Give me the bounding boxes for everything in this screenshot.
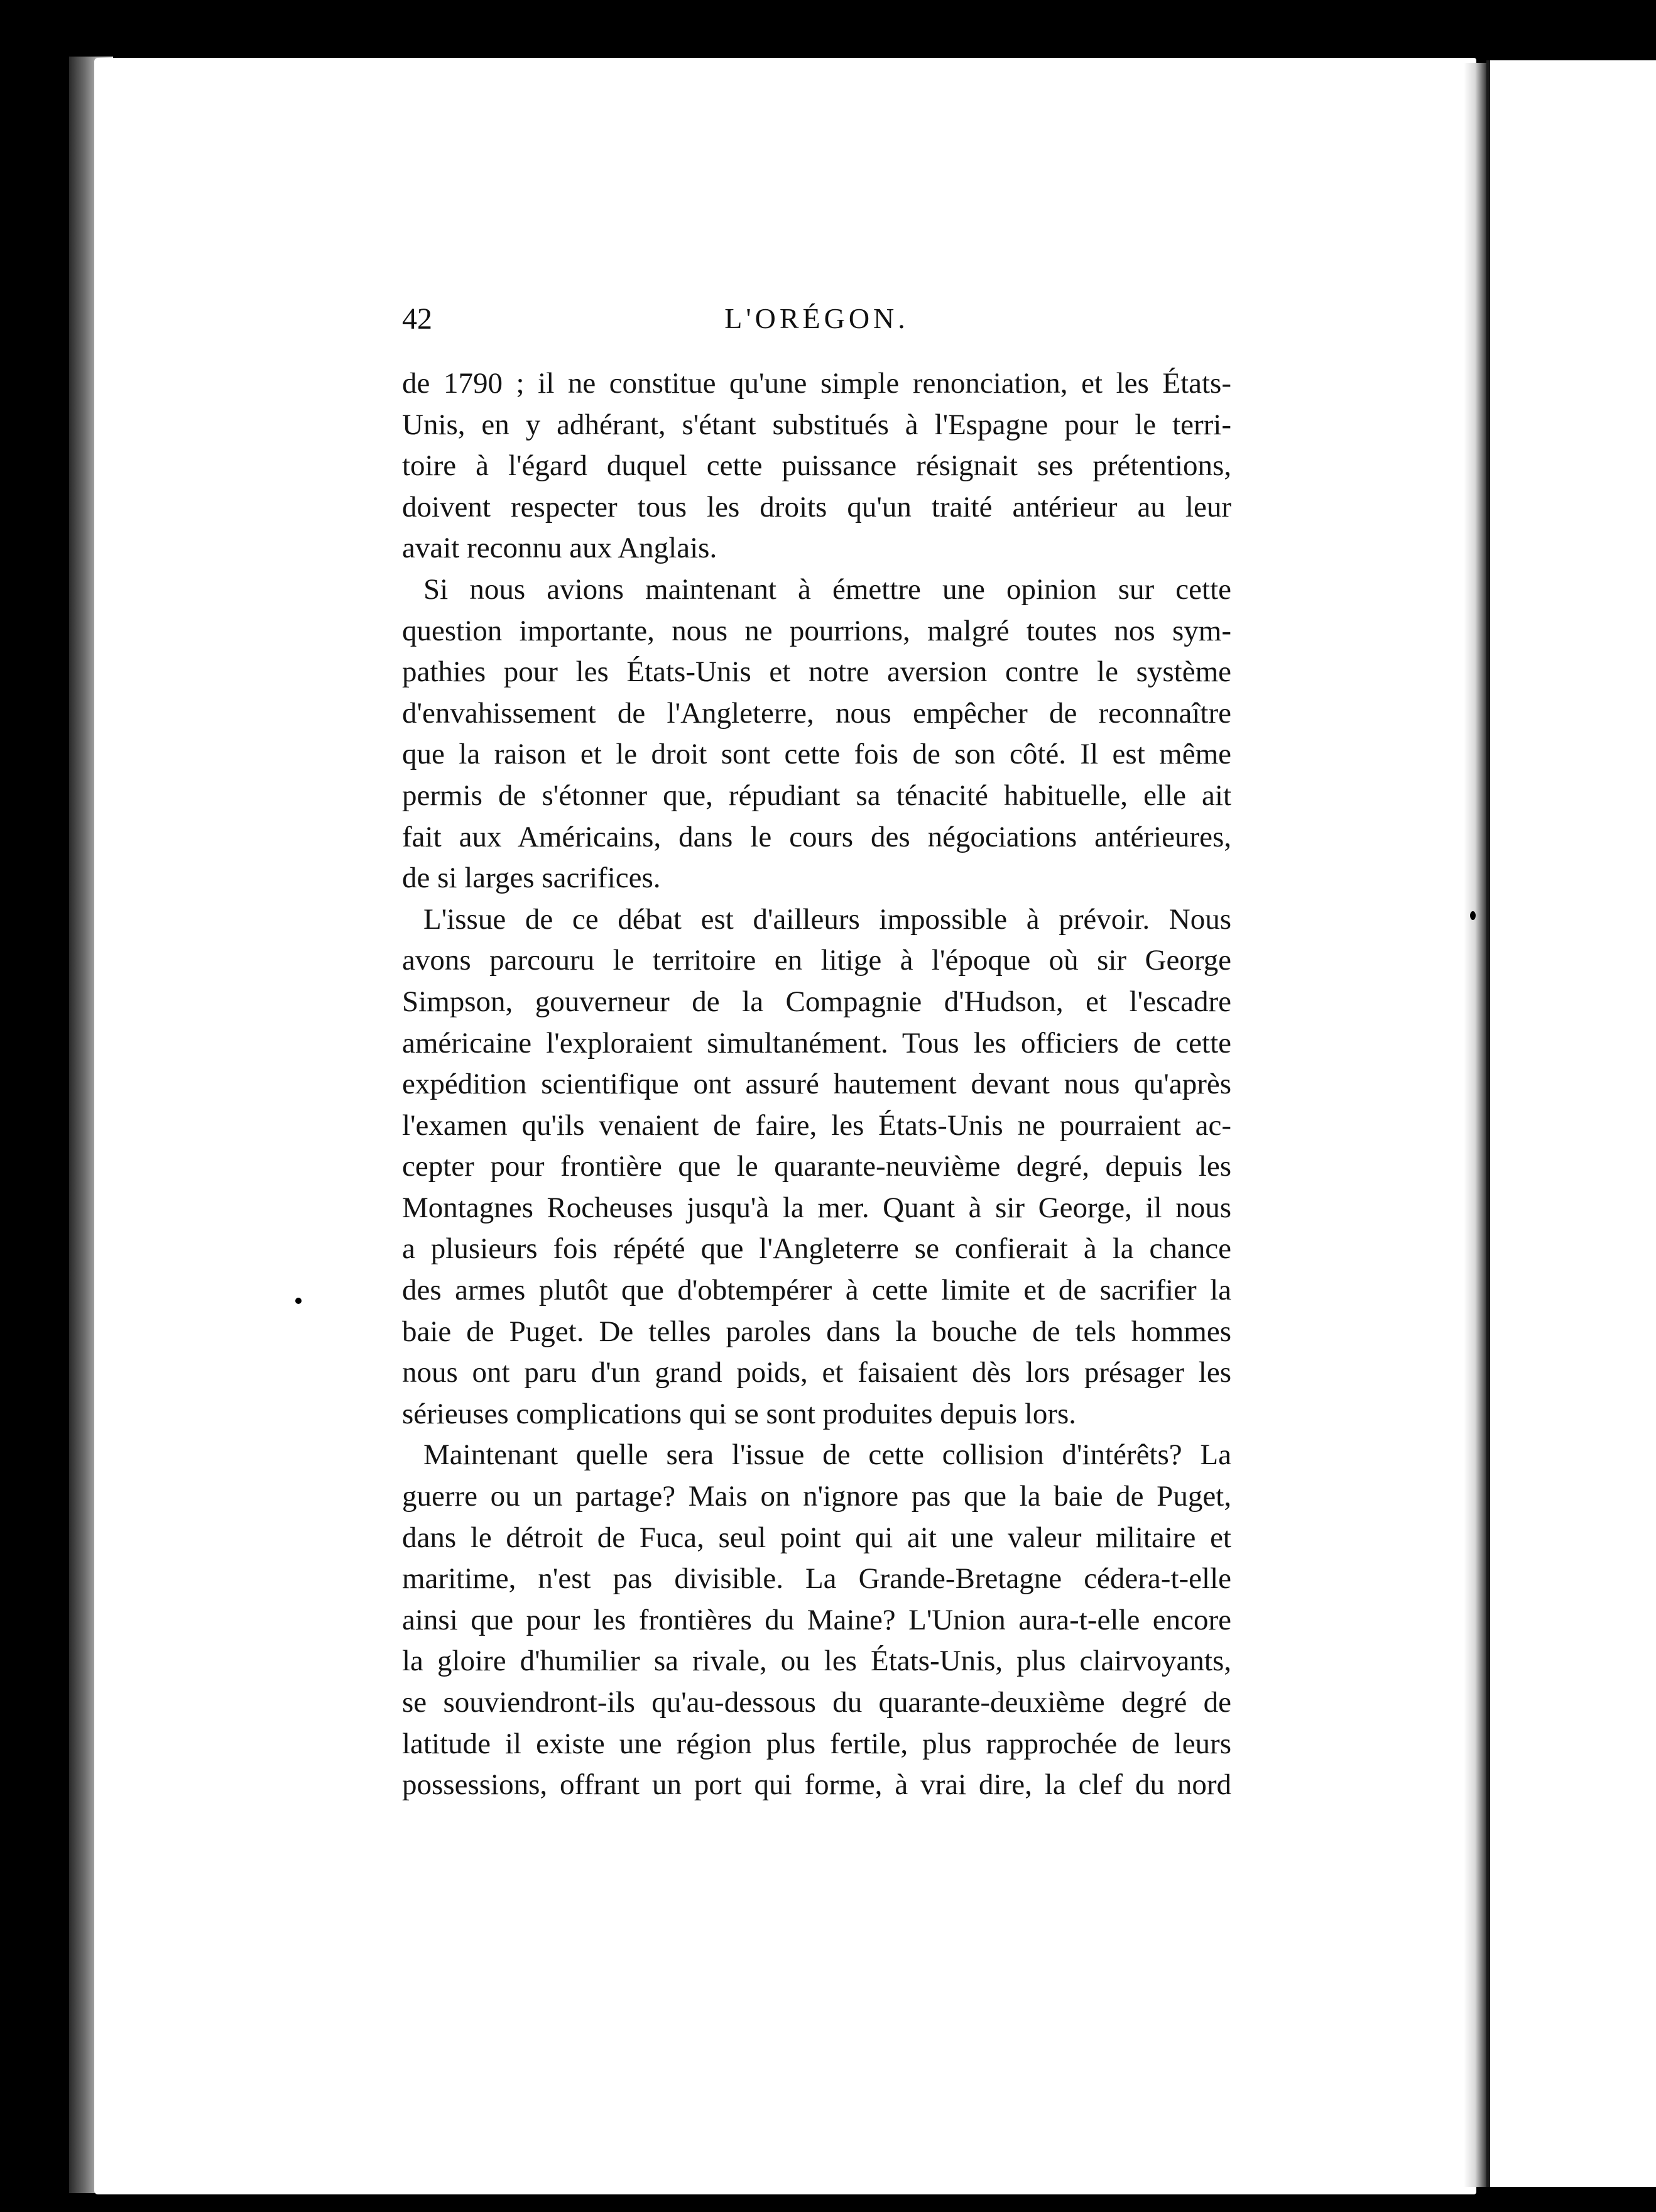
text-line: sérieuses complications qui se sont produites depuis lors. <box>402 1397 1077 1430</box>
text-line: baie de Puget. De telles paroles dans la bouche de tels hommes <box>402 1315 1231 1348</box>
body-text <box>402 363 1231 1806</box>
text-line: l'examen qu'ils venaient de faire, les États-Unis ne pourraient ac- <box>402 1109 1231 1142</box>
paragraph <box>402 899 1231 1435</box>
text-line: américaine l'exploraient simultanément. Tous les officiers de cette <box>402 1026 1231 1059</box>
dust-speck <box>9 295 14 300</box>
text-line: dans le détroit de Fuca, seul point qui ait une valeur militaire et <box>402 1521 1231 1554</box>
text-line: Si nous avions maintenant à émettre une opinion sur cette <box>423 572 1231 606</box>
paragraph <box>402 1435 1231 1805</box>
text-line: maritime, n'est pas divisible. La Grande-Bretagne cédera-t-elle <box>402 1562 1231 1596</box>
text-line: doivent respecter tous les droits qu'un traité antérieur au leur <box>402 490 1231 523</box>
text-line: d'envahissement de l'Angleterre, nous empêcher de reconnaître <box>402 696 1231 730</box>
text-line: pathies pour les États-Unis et notre aversion contre le système <box>402 655 1231 689</box>
text-line: toire à l'égard duquel cette puissance résignait ses prétentions, <box>402 449 1231 483</box>
text-line: guerre ou un partage? Mais on n'ignore pas que la baie de Puget, <box>402 1480 1231 1513</box>
text-line: avait reconnu aux Anglais. <box>402 532 717 565</box>
running-title: L'ORÉGON. <box>724 302 909 334</box>
text-line: possessions, offrant un port qui forme, à vrai dire, la clef du nord <box>402 1768 1231 1802</box>
paragraph <box>402 363 1231 569</box>
text-line: cepter pour frontière que le quarante-neuvième degré, depuis les <box>402 1150 1231 1183</box>
dust-speck <box>457 52 462 57</box>
text-line: de si larges sacrifices. <box>402 862 661 895</box>
page-header <box>402 302 1231 346</box>
text-line: permis de s'étonner que, répudiant sa ténacité habituelle, elle ait <box>402 779 1231 812</box>
dust-speck <box>1470 911 1476 920</box>
dust-speck <box>295 1298 302 1304</box>
text-line: Unis, en y adhérant, s'étant substitués à l'Espagne pour le terri- <box>402 408 1231 441</box>
page-number: 42 <box>402 302 432 336</box>
text-line: des armes plutôt que d'obtempérer à cette limite et de sacrifier la <box>402 1274 1231 1307</box>
next-page-edge <box>1486 60 1656 2187</box>
text-line: Maintenant quelle sera l'issue de cette collision d'intérêts? La <box>423 1438 1231 1472</box>
text-line: avons parcouru le territoire en litige à l'époque où sir George <box>402 944 1231 977</box>
text-line: Simpson, gouverneur de la Compagnie d'Hudson, et l'escadre <box>402 985 1231 1018</box>
text-line: nous ont paru d'un grand poids, et faisaient dès lors présager les <box>402 1356 1231 1389</box>
page-fold-shadow <box>1464 63 1486 2187</box>
paragraph <box>402 569 1231 899</box>
text-line: latitude il existe une région plus fertile, plus rapprochée de leurs <box>402 1727 1231 1760</box>
text-line: fait aux Américains, dans le cours des négociations antérieures, <box>402 820 1231 853</box>
text-line: expédition scientifique ont assuré hautement devant nous qu'après <box>402 1068 1231 1101</box>
text-line: ainsi que pour les frontières du Maine? L'Union aura-t-elle encore <box>402 1603 1231 1636</box>
text-line: question importante, nous ne pourrions, malgré toutes nos sym- <box>402 614 1231 647</box>
text-line: la gloire d'humilier sa rivale, ou les États-Unis, plus clairvoyants, <box>402 1645 1231 1678</box>
text-line: Montagnes Rocheuses jusqu'à la mer. Quant à sir George, il nous <box>402 1191 1231 1224</box>
text-line: a plusieurs fois répété que l'Angleterre se confierait à la chance <box>402 1232 1231 1266</box>
text-line: de 1790 ; il ne constitue qu'une simple renonciation, et les États- <box>402 367 1231 400</box>
text-line: que la raison et le droit sont cette fois de son côté. Il est même <box>402 738 1231 771</box>
text-line: se souviendront-ils qu'au-dessous du quarante-deuxième degré de <box>402 1686 1231 1719</box>
text-line: L'issue de ce débat est d'ailleurs impossible à prévoir. Nous <box>423 902 1231 936</box>
